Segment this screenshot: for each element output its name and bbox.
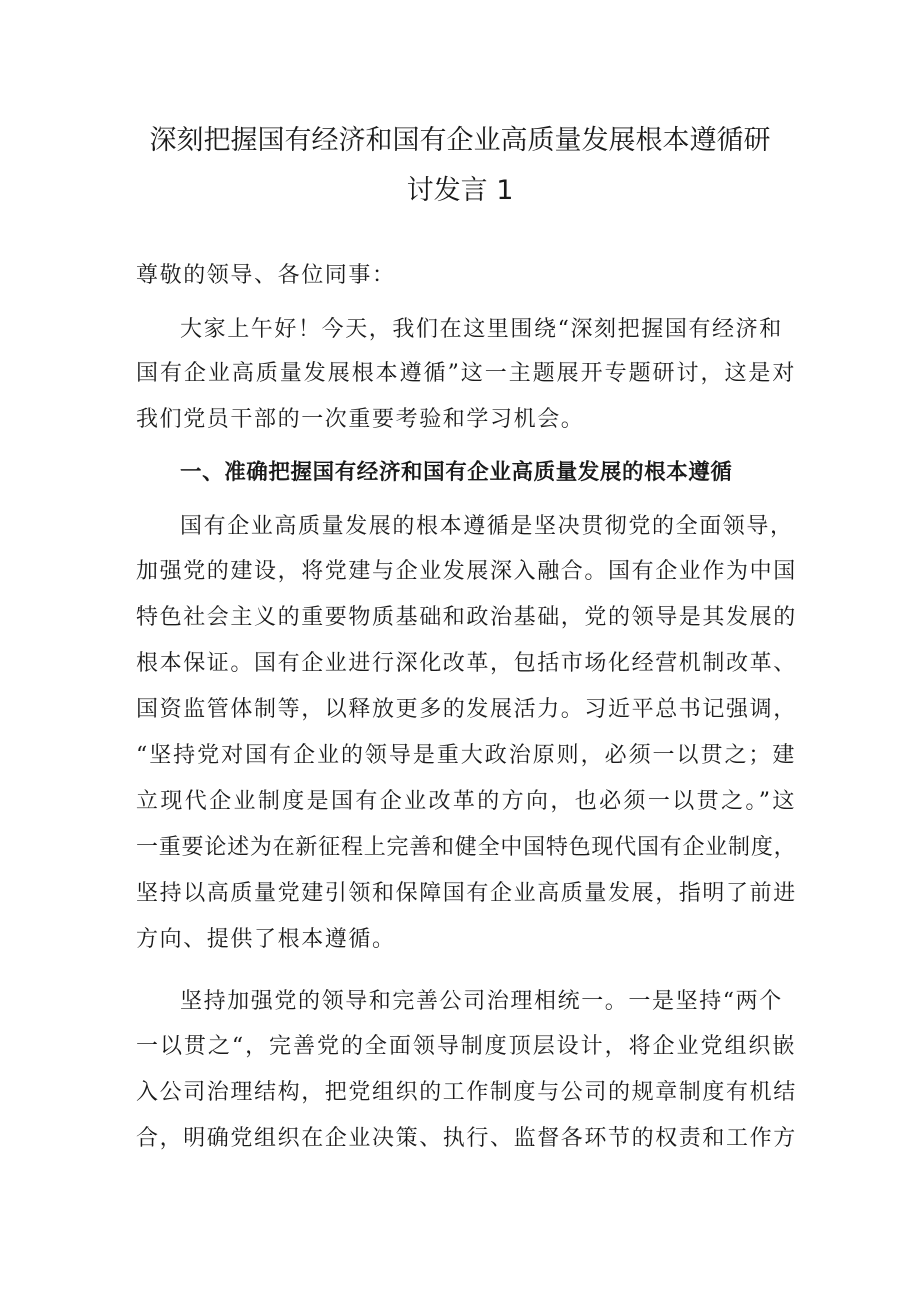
para1-line-8: 一重要论述为在新征程上完善和健全中国特色现代国有企业制度， (136, 835, 796, 860)
para1-line-2: 加强党的建设，将党建与企业发展深入融合。国有企业作为中国 (136, 559, 797, 584)
para1-line-4: 根本保证。国有企业进行深化改革，包括市场化经营机制改革、 (136, 651, 797, 676)
intro-line-3: 我们党员干部的一次重要考验和学习机会。 (136, 407, 585, 432)
document-title-line-2: 讨发言 1 (406, 175, 514, 206)
section-heading-1: 一、准确把握国有经济和国有企业高质量发展的根本遵循 (180, 460, 733, 485)
para1-line-5: 国资监管体制等，以释放更多的发展活力。习近平总书记强调， (136, 697, 797, 722)
para2-line-1: 坚持加强党的领导和完善公司治理相统一。一是坚持“两个 (180, 989, 783, 1014)
intro-line-1: 大家上午好！今天，我们在这里围绕“深刻把握国有经济和 (180, 317, 783, 342)
para1-line-6: “坚持党对国有企业的领导是重大政治原则，必须一以贯之；建 (136, 743, 796, 768)
para1-line-10: 方向、提供了根本遵循。 (136, 927, 396, 952)
salutation: 尊敬的领导、各位同事： (136, 263, 396, 288)
para2-line-3: 入公司治理结构，把党组织的工作制度与公司的规章制度有机结 (136, 1080, 797, 1105)
para1-line-1: 国有企业高质量发展的根本遵循是坚决贯彻党的全面领导， (180, 514, 794, 539)
intro-line-2: 国有企业高质量发展根本遵循”这一主题展开专题研讨，这是对 (136, 361, 796, 386)
para2-line-4: 合，明确党组织在企业决策、执行、监督各环节的权责和工作方 (136, 1126, 797, 1151)
para1-line-7: 立现代企业制度是国有企业改革的方向，也必须一以贯之。”这 (136, 789, 796, 814)
para2-line-2: 一以贯之“，完善党的全面领导制度顶层设计，将企业党组织嵌 (136, 1034, 796, 1059)
document-title-line-1: 深刻把握国有经济和国有企业高质量发展根本遵循研 (149, 125, 771, 156)
para1-line-9: 坚持以高质量党建引领和保障国有企业高质量发展，指明了前进 (136, 881, 797, 906)
para1-line-3: 特色社会主义的重要物质基础和政治基础，党的领导是其发展的 (136, 605, 797, 630)
